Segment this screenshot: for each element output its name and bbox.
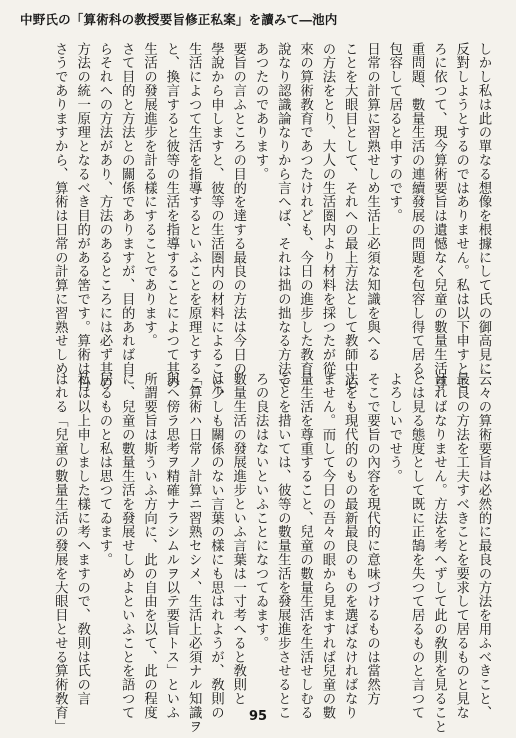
text-column: 學說から申しますと、彼等の生活圏内の材料によること、	[208, 42, 224, 404]
text-column: ろに依つて、現今算術要旨は遺憾なく兒童の數量生活尊	[431, 42, 447, 390]
text-column: 生活によつて生活を指導するといふことを原理とするこ	[186, 42, 202, 390]
text-column: さて目的と方法との關係でありますが、目的あれば自	[119, 42, 135, 376]
text-column: の方法をとり、大人の生活圏内より材料を採つたが從	[319, 42, 335, 376]
text-column: 來の算術教育であつたけれども、今日の進步した教育	[297, 42, 313, 376]
text-column: しかし私は此の單なる想像を根據にして氏の御高見に	[476, 42, 491, 376]
text-column: と、換言すると彼等の生活を指導することによつて其の	[163, 42, 179, 390]
upper-text-block	[48, 42, 494, 404]
text-column: 「算術ハ日常ノ計算ニ習熟セシメ、生活上必須ナル知識ヲ	[186, 372, 202, 734]
text-column: ことを大眼目として、それへの最上方法として教師中心	[342, 42, 358, 390]
text-column: 與ヘ傍ラ思考ヲ精確ナラシムルヲ以テ要旨トス」といふ	[163, 372, 179, 720]
text-column: に、兒童の數量生活を發展せしめよといふことを語つて	[119, 372, 135, 720]
text-column: 數量生活の發展進步といふ言葉は一寸考へると敎則と	[230, 372, 246, 706]
text-column: 生活の發展進步を計る樣にすることであります。	[141, 42, 157, 348]
text-column: 量生活を尊重すること、兒童の數量生活を生活せしむる	[297, 372, 313, 720]
text-column: 法をも現代的のもの最新最良のものを選ばなければなり	[342, 372, 358, 720]
text-column: は少しも關係のない言葉の樣にも思はれようが、敎則の	[208, 372, 224, 720]
text-column: はれる「兒童の數量生活の發展を大眼目とせる算術敎育」	[52, 372, 68, 734]
text-column: ことを措いては、彼等の數量生活を發展進步させるとこ	[275, 372, 291, 720]
page-number: 95	[248, 709, 268, 724]
text-column: らそれへの方法があり、方法のあるところには必ず其の	[96, 42, 112, 390]
text-column: あつたのであります。	[253, 42, 269, 181]
text-column: そこで要旨の內容を現代的に意味づけるものは當然方	[364, 372, 380, 706]
text-column: よろしいでせう。	[386, 372, 402, 484]
text-column: 重問題、數量生活の連續發展の問題を包容し得て居る、	[409, 42, 425, 390]
text-column: ければなりません。方法を考へずして此の敎則を見ること	[431, 372, 447, 734]
text-column: 所謂要旨は斯ういふ方向に、此の自由を以て、此の程度	[141, 372, 157, 720]
text-column: さうでありますから、算術は日常の計算に習熟せしめ	[52, 42, 68, 376]
text-column: ません。而して今日の吾々の眼から見ますれば兒童の數	[319, 372, 335, 720]
text-column: 包容して居ると申すのです。	[386, 42, 402, 223]
text-column: 反對しようとするのではありません。私は以下申すとこ	[453, 42, 469, 390]
running-head: 中野氏の「算術科の教授要旨修正私案」を讀みて―池内	[20, 12, 338, 27]
text-column: とは見る態度として既に正鵠を失つて居るものと言つて	[409, 372, 425, 720]
text-column: 說なり認識論なりから言へば、それは拙の拙なる方法で	[275, 42, 291, 390]
text-column: 要旨の言ふところの目的を達する最良の方法は今日の	[230, 42, 246, 376]
text-column: 日常の計算に習熟せしめ生活上必須な知識を與へる	[364, 42, 380, 362]
text-column: 最良の方法を工夫すべきことを要求して居るものと見な	[453, 372, 469, 720]
text-column: 云々の算術要旨は必然的に最良の方法を用ふべきこと、	[476, 372, 491, 720]
text-column: 居るものと私は思つてゐます。	[96, 372, 112, 567]
text-column: 方法の統一原理となるべき目的がある筈です。算術は日	[74, 42, 90, 390]
text-column: ろの良法はないといふことになつてゐます。	[253, 372, 269, 650]
text-column: 私は以上申しました樣に考へますので、敎則は氏の言	[74, 372, 90, 706]
